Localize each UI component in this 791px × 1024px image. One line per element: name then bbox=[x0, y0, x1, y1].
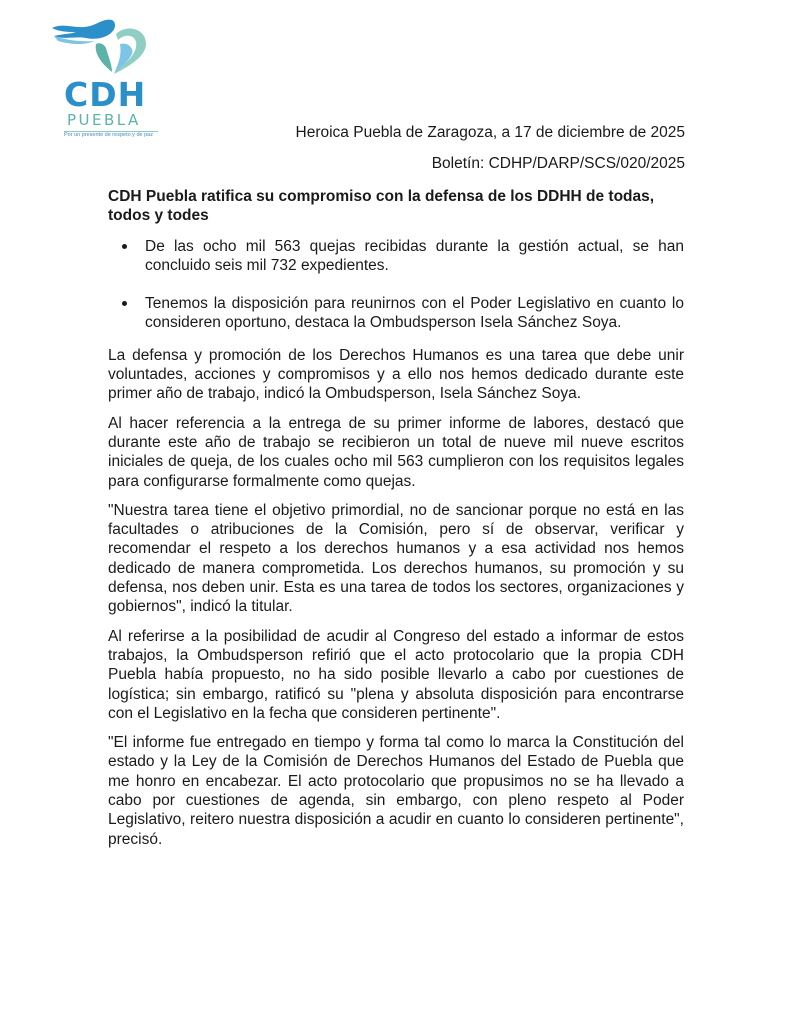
bullet-icon bbox=[122, 244, 127, 249]
logo-subtitle: PUEBLA bbox=[67, 111, 141, 129]
paragraph: "Nuestra tarea tiene el objetivo primordial, no de sancionar porque no está en las facultades o atribuciones de la Comisión, pero sí de observar, verificar y recomendar el respeto a los derechos humanos y a esa actividad nos hemos dedicado de manera comprometida. Los derechos humanos, su promoción y su defensa, nos deben unir. Esta es una tarea de todos los sectores, organizaciones y gobiernos", indicó la titular. bbox=[108, 501, 684, 616]
highlight-item bbox=[108, 237, 684, 276]
paragraph: Al hacer referencia a la entrega de su primer informe de labores, destacó que durante este año de trabajo se recibieron un total de nueve mil nueve escritos iniciales de queja, de los cuales ocho mil 563 cumplieron con los requisitos legales para configurarse formalmente como quejas. bbox=[108, 414, 684, 490]
dove-heart-emblem-icon bbox=[50, 14, 162, 78]
cdh-puebla-logo bbox=[50, 14, 162, 144]
highlight-item bbox=[108, 294, 684, 333]
headline: CDH Puebla ratifica su compromiso con la defensa de los DDHH de todas, todos y todes bbox=[108, 188, 655, 225]
logo-wordmark: CDH bbox=[64, 75, 147, 114]
bullet-icon bbox=[122, 301, 127, 306]
highlight-text: De las ocho mil 563 quejas recibidas durante la gestión actual, se han concluido seis mil 732 expedientes. bbox=[145, 237, 684, 274]
highlights-list bbox=[108, 237, 684, 333]
place-date: Heroica Puebla de Zaragoza, a 17 de diciembre de 2025 bbox=[295, 124, 685, 141]
highlight-text: Tenemos la disposición para reunirnos con el Poder Legislativo en cuanto lo consideren oportuno, destaca la Ombudsperson Isela Sánchez Soya. bbox=[145, 295, 684, 332]
logo-tagline: Por un presente de respeto y de paz bbox=[64, 132, 153, 138]
paragraph: La defensa y promoción de los Derechos Humanos es una tarea que debe unir voluntades, acciones y compromisos y a ello nos hemos dedicado durante este primer año de trabajo, indicó la Ombudsperson, Isela Sánchez Soya. bbox=[108, 346, 684, 403]
bulletin-number: Boletín: CDHP/DARP/SCS/020/2025 bbox=[431, 155, 685, 172]
paragraph: Al referirse a la posibilidad de acudir al Congreso del estado a informar de estos trabajos, la Ombudsperson refirió que el acto protocolario que la propia CDH Puebla había propuesto, no ha sido posible llevarlo a cabo por cuestiones de logística; sin embargo, ratificó su "plena y absoluta disposición para encontrarse con el Legislativo en la fecha que consideren pertinente". bbox=[108, 627, 684, 722]
press-release-body bbox=[108, 187, 684, 859]
paragraph: "El informe fue entregado en tiempo y forma tal como lo marca la Constitución del estado y la Ley de la Comisión de Derechos Humanos del Estado de Puebla que me honro en encabezar. El acto protocolario que propusimos no se ha llevado a cabo por cuestiones de agenda, sin embargo, con pleno respeto al Poder Legislativo, reitero nuestra disposición a acudir en cuanto lo consideren pertinente", precisó. bbox=[108, 734, 684, 848]
